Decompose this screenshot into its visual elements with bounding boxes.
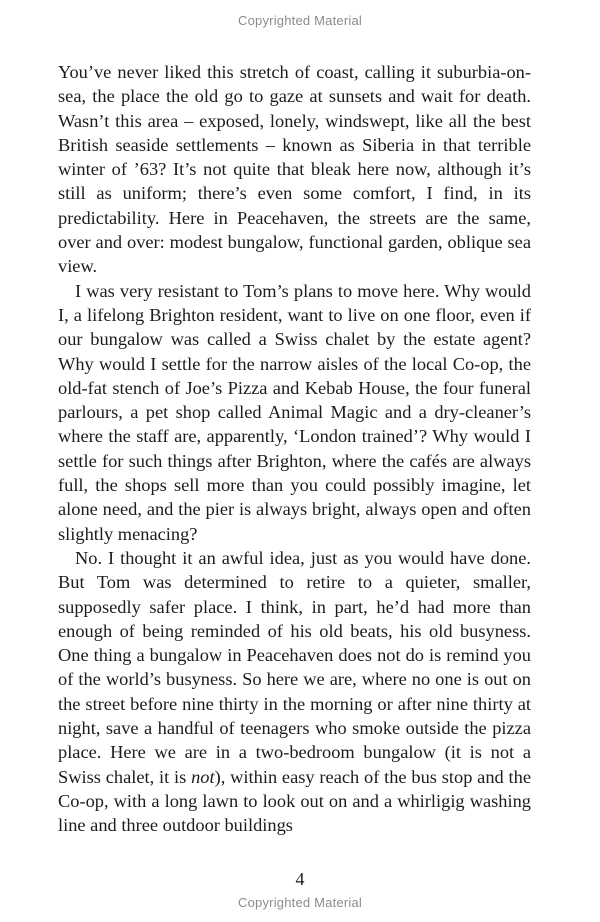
copyright-watermark-bottom: Copyrighted Material: [238, 895, 362, 910]
paragraph-3-part-1: No. I thought it an awful idea, just as you would have done. But Tom was determined to retire to a quieter, smaller, supposedly safer place. I think, in part, he’d had more than enough of being reminded of his old beats, his old busyness. One thing a bungalow in Peacehaven does not do is remind you of the world’s busyness. So here we are, where no one is out on the street before nine thirty in the morning or after nine thirty at night, save a handful of teenagers who smoke outside the pizza place. Here we are in a two-bedroom bungalow (it is not a Swiss chalet, it is: [58, 547, 531, 787]
paragraph-3-part-2: ), within easy reach of the bus stop and the Co-op, with a long lawn to look out on and a whirligig washing line and three outdoor buildings: [58, 766, 531, 836]
paragraph-1: You’ve never liked this stretch of coast, calling it suburbia-on-sea, the place the old go to gaze at sunsets and wait for death. Wasn’t this area – exposed, lonely, windswept, like all the best British seaside settlements – known as Siberia in that terrible winter of ’63? It’s not quite that bleak here now, although it’s still as uniform; there’s even some comfort, I find, in its predictability. Here in Peacehaven, the streets are the same, over and over: modest bungalow, functional garden, oblique sea view.: [58, 62, 531, 277]
page-number: 4: [295, 869, 305, 889]
paragraph-3: [58, 546, 531, 838]
emphasized-word: not: [191, 766, 215, 787]
body-text: [58, 60, 531, 838]
paragraph-2: I was very resistant to Tom’s plans to move here. Why would I, a lifelong Brighton resident, want to live on one floor, even if our bungalow was called a Swiss chalet by the estate agent? Why would I settle for the narrow aisles of the local Co-op, the old-fat stench of Joe’s Pizza and Kebab House, the four funeral parlours, a pet shop called Animal Magic and a dry-cleaner’s where the staff are, apparently, ‘London trained’? Why would I settle for such things after Brighton, where the cafés are always full, the shops sell more than you could possibly imagine, let alone need, and the pier is always bright, always open and often slightly menacing?: [58, 280, 531, 544]
copyright-watermark-top: Copyrighted Material: [238, 13, 362, 28]
